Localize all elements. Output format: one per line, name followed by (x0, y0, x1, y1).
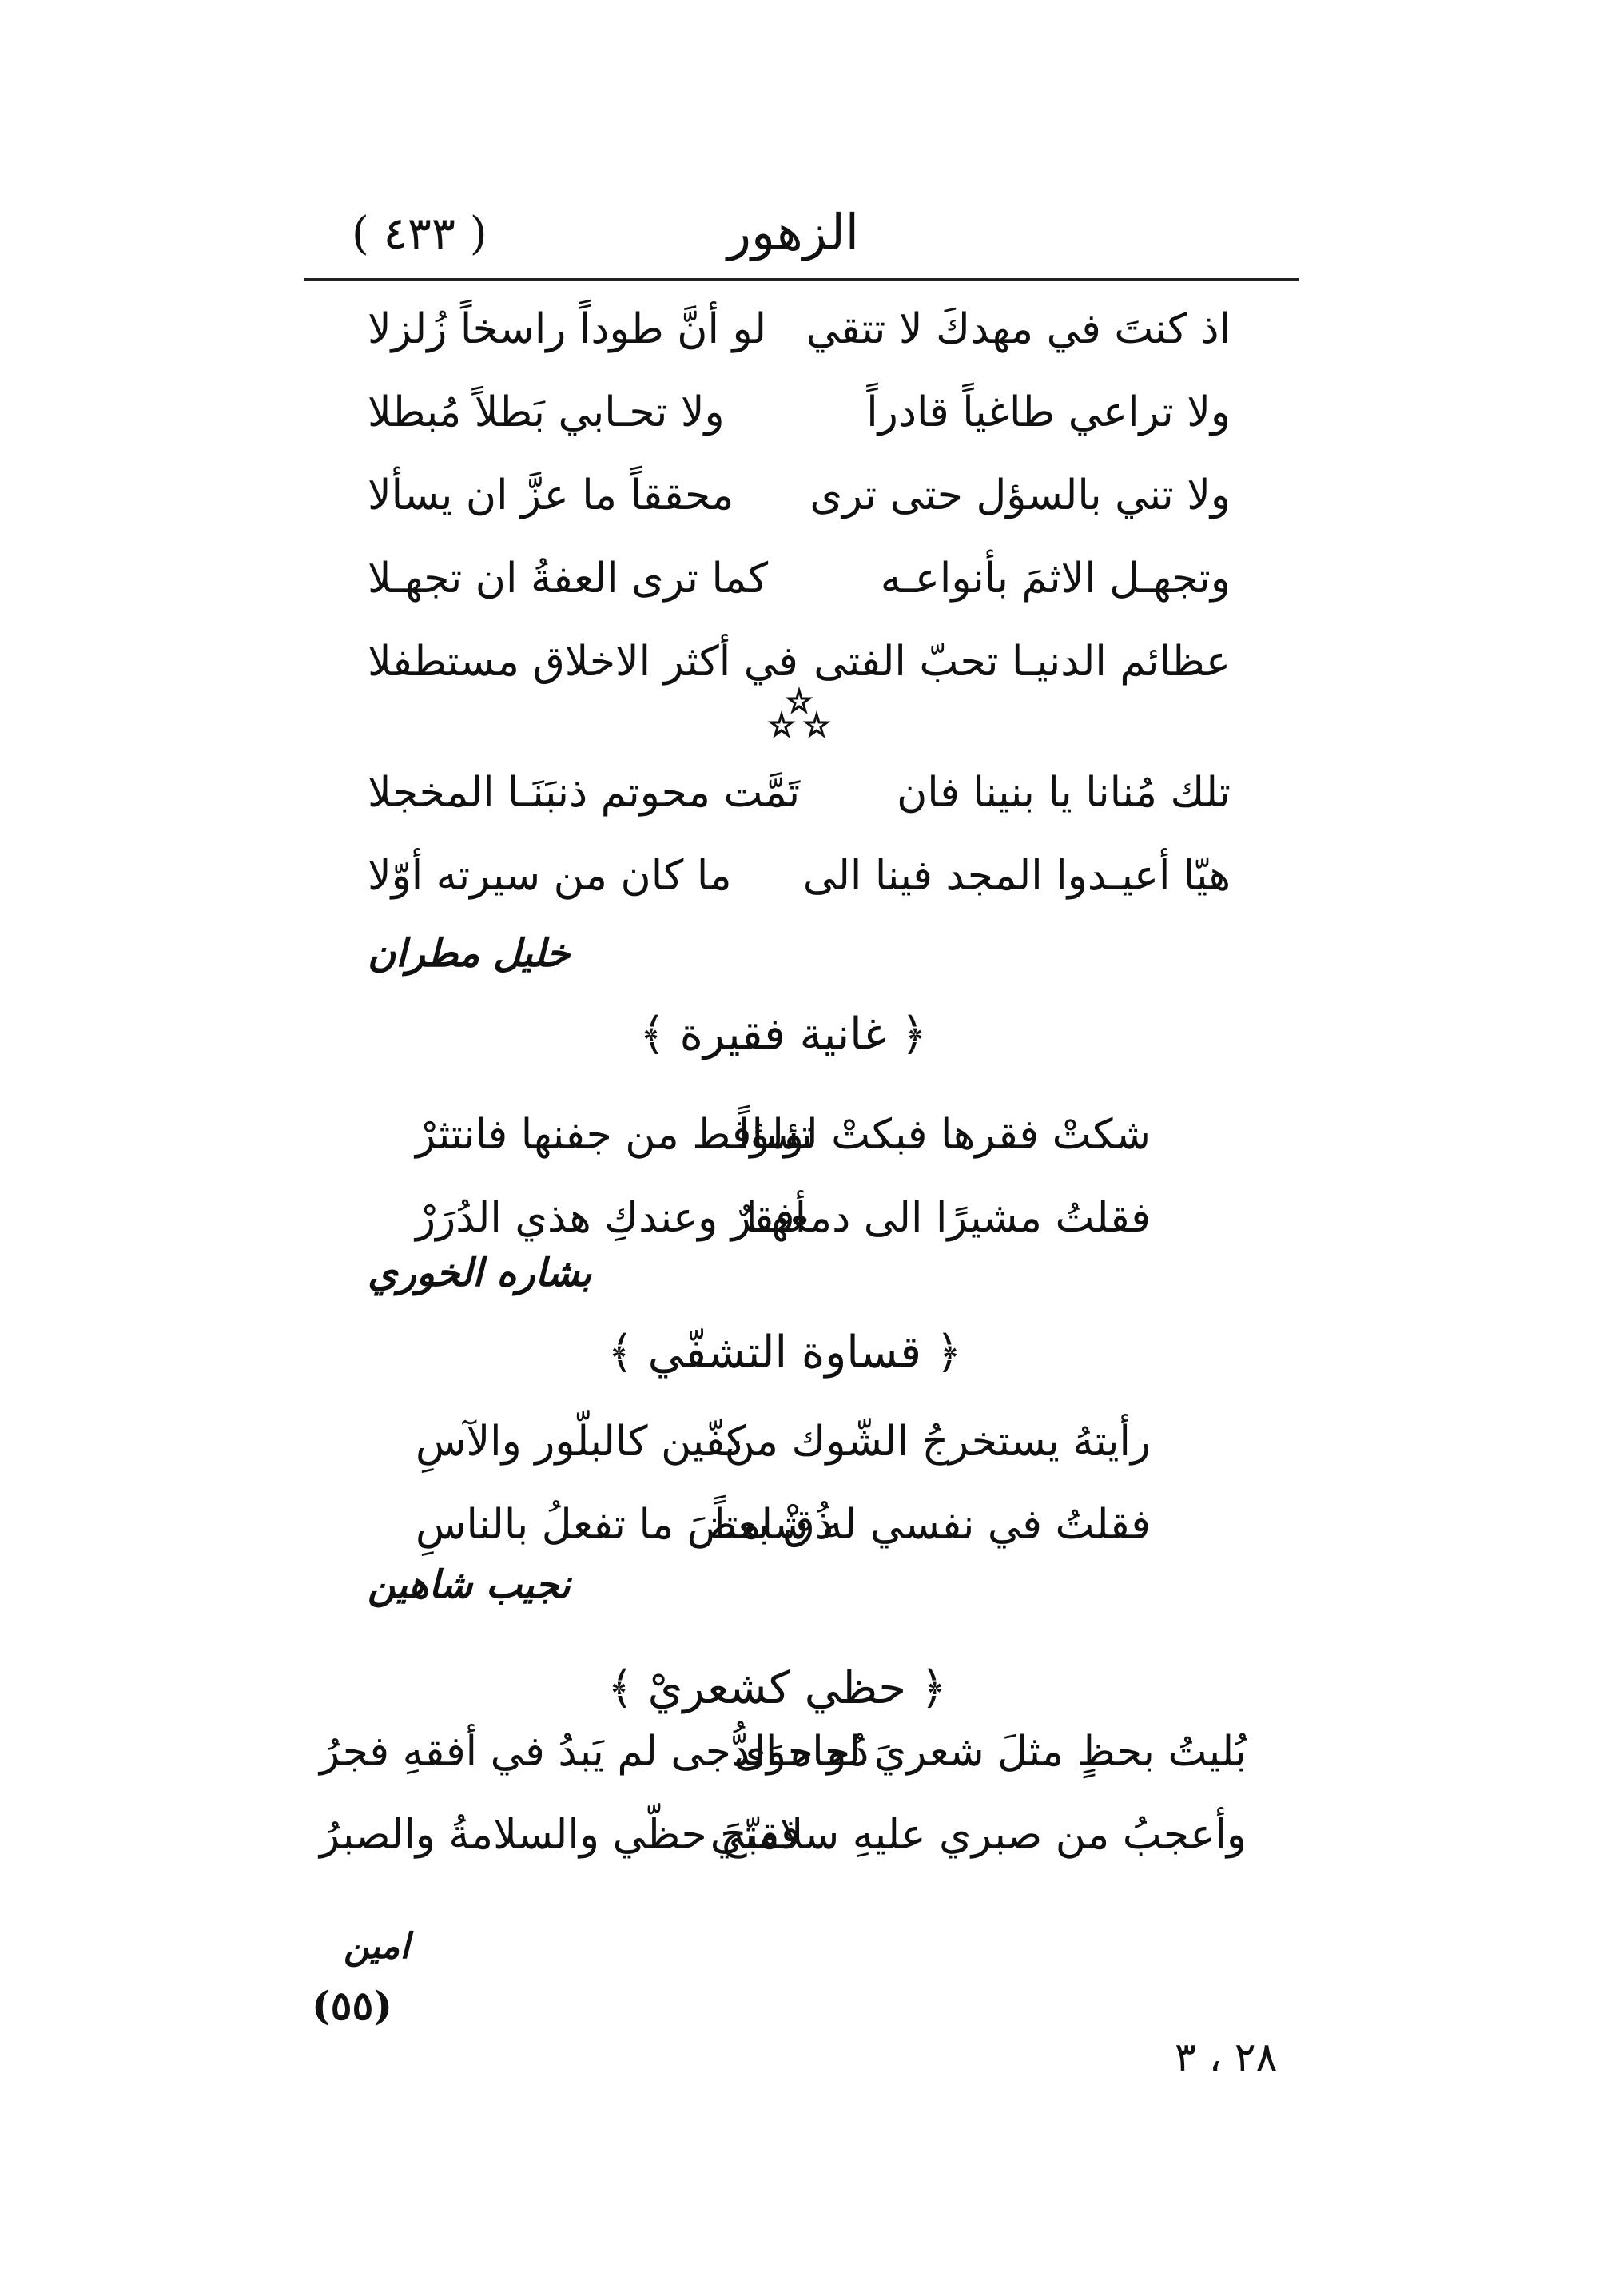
poem-title: ﴿ غانية فقيرة ﴾ (639, 1009, 928, 1060)
hemistich-first: رأيتهُ يستخرجُ الشّوك من (724, 1418, 1151, 1466)
poem-2 (416, 1093, 1151, 1259)
hemistich-second: لو أنَّ طوداً راسخاً زُلزلا (368, 305, 767, 353)
verse-line (368, 834, 1231, 917)
hemistich-first: ولا تراعي طاغياً قادراً (866, 388, 1231, 436)
poem-1 (368, 288, 1231, 703)
verse-line (416, 1483, 1151, 1566)
hemistich-first: وتجهـل الاثمَ بأنواعـه (880, 555, 1231, 603)
hemistich-first: شكتْ فقرها فبكتْ لؤلؤاً (738, 1111, 1151, 1159)
hemistich-first: بُليتُ بحظٍ مثلَ شعريَ لو حوَى (734, 1728, 1247, 1776)
hemistich-second: في أكثر الاخلاق مستطفلا (368, 638, 798, 686)
running-title: الزهور (727, 203, 859, 261)
verse-line (368, 751, 1231, 834)
page-header (304, 200, 1303, 280)
hemistich-second: محققاً ما عزَّ ان يسألا (368, 472, 734, 519)
author-signature: خليل مطران (368, 931, 571, 976)
hemistich-second: ما كان من سيرته أوّلا (368, 852, 732, 900)
hemistich-first: عظائم الدنيـا تحبّ الفتى (813, 638, 1231, 686)
verse-line (320, 1710, 1247, 1793)
poem-title: ﴿ حظي كشعريْ ﴾ (607, 1662, 947, 1714)
verse-line (368, 371, 1231, 454)
star-icon (759, 687, 839, 743)
hemistich-first: فقلتُ مشيرًا الى دمعهـا (746, 1194, 1151, 1242)
signature-mark: (٥٥) (312, 1982, 393, 2029)
hemistich-second: ولا تحـابي بَطلاً مُبطلا (368, 388, 725, 436)
hemistich-first: تلك مُنانا يا بنينا فان (897, 769, 1231, 817)
author-signature: امين (344, 1926, 410, 1967)
author-signature: بشاره الخوري (368, 1251, 592, 1295)
hemistich-second: ذُقْ بعضَ ما تفعلُ بالناسِ (416, 1501, 833, 1549)
page-number: ( ٤٣٣ ) (352, 208, 487, 260)
hemistich-first: هيّا أعيـدوا المجد فينا الى (802, 852, 1231, 900)
poem-4 (320, 1710, 1247, 1876)
asterism-ornament (759, 687, 839, 743)
verse-line (368, 454, 1231, 537)
hemistich-first: وأعجبُ من صبري عليهِ سلامتي (710, 1811, 1247, 1859)
hemistich-first: فقلتُ في نفسي له شامتاً (714, 1501, 1151, 1549)
verse-line (416, 1400, 1151, 1483)
footer-code: ٢٨ ، ٣ (1175, 2034, 1278, 2080)
poem-1-continued (368, 751, 1231, 917)
hemistich-first: ولا تني بالسؤل حتى ترى (809, 472, 1231, 519)
hemistich-second: دُجاه الدُّجى لم يَبدُ في أفقهِ فجرُ (320, 1728, 869, 1776)
poem-title: ﴿ قساوة التشفّي ﴾ (607, 1327, 962, 1379)
verse-line (368, 288, 1231, 371)
hemistich-second: كفّين كالبلّور والآسِ (416, 1418, 746, 1466)
hemistich-second: فقبّحَ حظّي والسلامةُ والصبرُ (320, 1811, 801, 1859)
hemistich-second: تَمَّت محوتم ذنبَنَـا المخجلا (368, 769, 801, 817)
poem-3 (416, 1400, 1151, 1566)
hemistich-second: تساقط من جفنها فانتثرْ (416, 1111, 813, 1159)
hemistich-second: أفقرٌ وعندكِ هذي الدُرَرْ (416, 1194, 807, 1242)
author-signature: نجيب شاهين (368, 1562, 571, 1607)
hemistich-second: كما ترى العفةُ ان تجهـلا (368, 555, 769, 603)
verse-line (416, 1176, 1151, 1259)
hemistich-first: اذ كنتَ في مهدكَ لا تتقي (805, 305, 1231, 353)
verse-line (320, 1793, 1247, 1876)
verse-line (368, 537, 1231, 620)
verse-line (416, 1093, 1151, 1176)
header-rule (304, 278, 1299, 281)
